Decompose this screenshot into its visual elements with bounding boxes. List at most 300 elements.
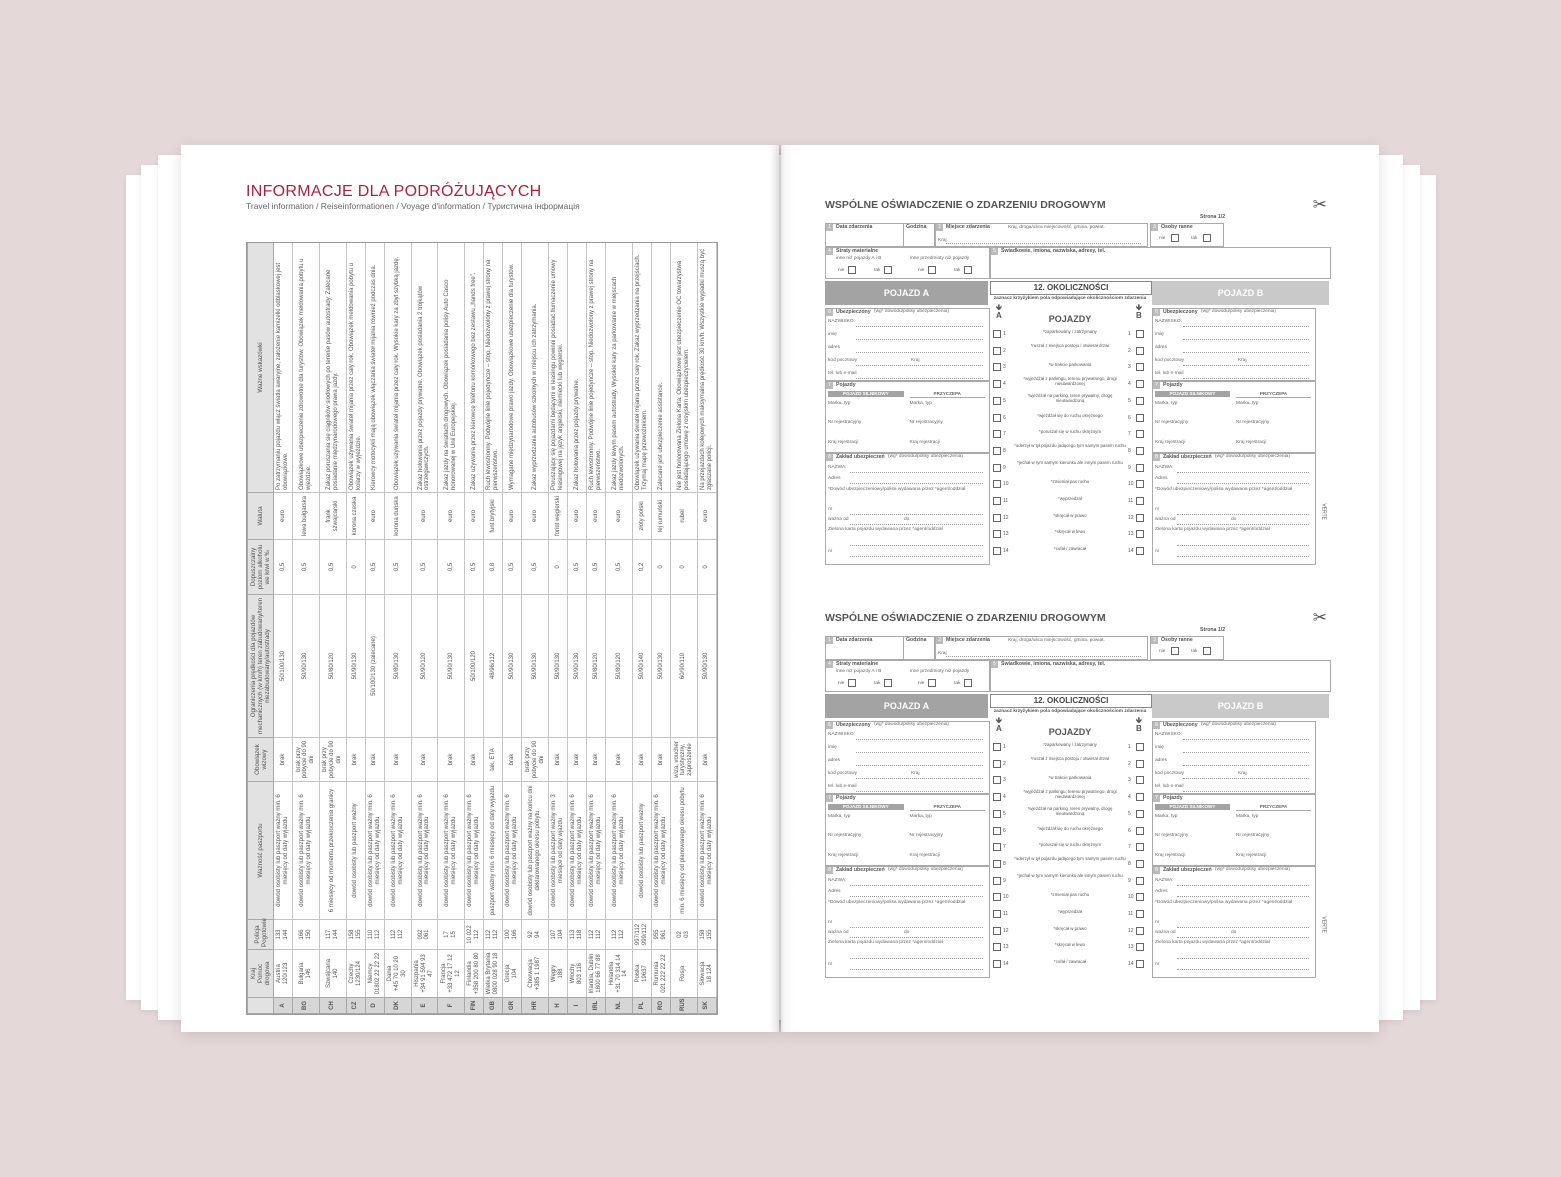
table-cell: 0 (670, 540, 697, 595)
field-number: 2 (936, 637, 943, 644)
circumstance-row (990, 427, 1150, 441)
table-cell: 50/90/130 (438, 595, 465, 738)
circumstance-number: 4 (1003, 794, 1006, 801)
table-cell: brak (274, 738, 293, 782)
field-number: 6 (1153, 722, 1160, 729)
damage-ab-yes-checkbox[interactable] (884, 679, 892, 687)
circumstance-b-checkbox[interactable] (1136, 810, 1144, 818)
table-cell: brak (411, 738, 438, 782)
damage-box (825, 247, 990, 279)
dotted-line (856, 378, 983, 379)
damage-ab-yes-checkbox[interactable] (884, 266, 892, 274)
insurer-label: Zakład ubezpieczeń (836, 867, 885, 873)
phone-label: tel. lub e-mail (1155, 371, 1184, 376)
table-cell: dowód osobisty lub paszport ważny min. 6 miesięcy od daty wyjazdu (651, 782, 670, 920)
table-cell: dowód osobisty lub paszport ważny min. 3 miesiące od daty wjazdu (549, 782, 568, 920)
circumstance-a-checkbox[interactable] (993, 330, 1001, 338)
table-row (606, 243, 633, 1014)
table-header: Policja Pogotowie (248, 920, 274, 950)
table-header (248, 998, 274, 1014)
country-label: Kraj (938, 238, 947, 243)
circumstance-number: 3 (1128, 777, 1131, 784)
circumstance-text: *wyjeżdżał z parkingu, terenu prywatnego, drogi nieutwardzonej (1023, 789, 1117, 799)
circumstance-row (990, 907, 1150, 921)
field-number: 7 (1153, 382, 1160, 389)
insurer-box-b (1152, 453, 1316, 565)
table-cell: euro (522, 493, 549, 540)
circumstance-a-checkbox[interactable] (993, 743, 1001, 751)
table-cell: 6 miesięcy od momentu przekroczenia granicy (319, 782, 346, 920)
circumstance-b-checkbox[interactable] (1136, 347, 1144, 355)
country-code: F (438, 998, 465, 1014)
yes-label: tak (874, 681, 881, 686)
circumstance-text: *cofał / zawracał (1054, 959, 1086, 965)
circumstance-b-checkbox[interactable] (1136, 497, 1144, 505)
circumstance-number: 11 (1003, 498, 1009, 504)
table-cell: 112 112 (587, 920, 606, 950)
postcode-label: kod pocztowy (1155, 771, 1185, 776)
table-cell: złoty polski (632, 493, 651, 540)
insurer-hint: (wg* dowodu/polisy ubezpieczenia) (888, 867, 963, 872)
table-cell: 50/90/130 (346, 595, 365, 738)
insurer-label: Zakład ubezpieczeń (1163, 867, 1212, 873)
circumstance-a-checkbox[interactable] (993, 347, 1001, 355)
table-cell: 50/90/130 (549, 595, 568, 738)
circumstance-b-checkbox[interactable] (1136, 480, 1144, 488)
dotted-line (1177, 896, 1309, 897)
column-a-label: A (996, 724, 1002, 733)
vehicle-b-header: POJAZD B (1152, 281, 1329, 305)
circumstance-a-checkbox[interactable] (993, 430, 1001, 438)
dotted-line (1177, 472, 1309, 473)
circumstance-b-checkbox[interactable] (1136, 447, 1144, 455)
circumstance-number: 1 (1003, 331, 1006, 337)
damage-ab-no-checkbox[interactable] (848, 266, 856, 274)
trailer-header: PRZYCZEPA (1236, 391, 1311, 398)
field-number: 4 (826, 248, 833, 255)
surname-label: NAZWISKO: (828, 732, 855, 737)
time-label: Godzina (906, 637, 927, 643)
circumstance-b-checkbox[interactable] (1136, 363, 1144, 371)
table-cell: Czechy 1230/124 (346, 950, 365, 998)
damage-ab-no-checkbox[interactable] (848, 679, 856, 687)
dotted-line (856, 739, 983, 740)
table-cell: euro (587, 493, 606, 540)
country-label: Kraj (911, 771, 920, 776)
table-cell: 0 (346, 540, 365, 595)
green-card-label: Zielona karta pojazdu wydawana przez *agent/oddział (828, 527, 943, 532)
postcode-label: kod pocztowy (1155, 358, 1185, 363)
table-cell: Na przejazdach kolejowych maksymalna prędkość 30 km/h. Wszystkie wypadki muszą być zgłaszane policji. (697, 243, 716, 493)
yes-label: tak (1191, 649, 1198, 654)
circumstance-number: 3 (1128, 364, 1131, 371)
location-hint: Kraj, droga/ulica miejscowość, gmina, powiat. (1008, 225, 1105, 230)
circumstance-a-checkbox[interactable] (993, 514, 1001, 522)
injured-no-checkbox[interactable] (1171, 647, 1179, 655)
circumstance-a-checkbox[interactable] (993, 414, 1001, 422)
first-name-label: imię (828, 745, 837, 750)
circumstance-b-checkbox[interactable] (1136, 743, 1144, 751)
table-cell: 50/100/130 (274, 595, 293, 738)
table-cell: euro (411, 493, 438, 540)
no-label: nie (838, 681, 845, 686)
dotted-line (1183, 739, 1309, 740)
circumstance-b-checkbox[interactable] (1136, 793, 1144, 801)
circumstance-b-checkbox[interactable] (1136, 860, 1144, 868)
policy-nr-label: nr (1155, 549, 1160, 554)
circumstance-number: 11 (1128, 498, 1134, 504)
dotted-line (856, 352, 983, 353)
reg-country-label: Kraj rejestracji (828, 440, 859, 445)
damage-obj-yes-checkbox[interactable] (964, 679, 972, 687)
table-cell: Słowacja 18 124 (697, 950, 716, 998)
table-cell: 112 112 (384, 920, 411, 950)
circumstance-a-checkbox[interactable] (993, 380, 1001, 388)
circumstance-number: 8 (1128, 860, 1131, 867)
table-cell: brak (346, 738, 365, 782)
dotted-line (850, 483, 983, 484)
circumstance-text: *skręcał w lewo (1054, 529, 1086, 535)
dotted-line (1183, 352, 1309, 353)
arrow-down-icon: 🡻 (1136, 303, 1142, 312)
table-cell: 0,5 (411, 540, 438, 595)
circumstance-text: *zmieniał pas ruchu (1050, 479, 1090, 485)
circumstance-text: *jechał w tym samym kierunku ale innym pasem ruchu (1017, 872, 1123, 878)
table-row (346, 243, 365, 1014)
table-cell: 158 155 (697, 920, 716, 950)
policyholder-box-a (825, 308, 990, 381)
table-row (670, 243, 697, 1014)
circumstance-number: 9 (1128, 464, 1131, 471)
right-page (781, 145, 1379, 1032)
motor-vehicle-header: POJAZD SILNIKOWY (1155, 804, 1230, 810)
circumstance-row (990, 511, 1150, 525)
table-cell: 110 112 (365, 920, 384, 950)
circumstance-number: 4 (1003, 381, 1006, 388)
vehicles-label: Pojazdy (1163, 382, 1183, 388)
policyholder-box-b (1152, 721, 1316, 794)
country-code: FIN (465, 998, 484, 1014)
motor-vehicle-header: POJAZD SILNIKOWY (828, 391, 904, 397)
table-row (568, 243, 587, 1014)
damage-obj-no-checkbox[interactable] (928, 679, 936, 687)
circumstance-row (990, 494, 1150, 508)
surname-label: NAZWISKO: (1155, 732, 1182, 737)
circumstance-b-checkbox[interactable] (1136, 414, 1144, 422)
table-header: Dopuszczalny poziom alkoholu we krwi w ‰ (248, 540, 274, 595)
table-cell: 112 112 (484, 920, 503, 950)
circumstance-row (990, 773, 1150, 787)
policy-issuer-label: *Dowód ubezpieczeniowy/polisa wydawana przez *agent/oddział (828, 487, 966, 492)
circumstance-a-checkbox[interactable] (993, 960, 1001, 968)
table-cell: 0 (697, 540, 716, 595)
page-number: Strona 1/2 (1200, 627, 1226, 633)
country-code: DK (384, 998, 411, 1014)
field-number: 1 (826, 224, 833, 231)
table-cell: 0 (651, 540, 670, 595)
dotted-line (1183, 378, 1309, 379)
circumstances-title: 12. OKOLICZNOŚCI (990, 694, 1152, 708)
circumstance-a-checkbox[interactable] (993, 397, 1001, 405)
table-cell: 17 15 (438, 920, 465, 950)
circumstance-a-checkbox[interactable] (993, 530, 1001, 538)
table-cell: Zakaz jazdy na światłach drogowych. Obowiązek posiadania polisy Auto Casco honorowanej w Unii Europejskiej. (438, 243, 465, 493)
circumstance-row (990, 544, 1150, 558)
table-cell: 100 166 (503, 920, 522, 950)
table-row (503, 243, 522, 1014)
policyholder-label: Ubezpieczony (1163, 722, 1198, 728)
table-cell: Zakaz holowania przez pojazdy prywatne. Obowiązek posiadania 2 trójkątów ostrzegawczych. (411, 243, 438, 493)
table-cell: 166 150 (293, 920, 320, 950)
dotted-line (1177, 937, 1309, 938)
circumstance-a-checkbox[interactable] (993, 893, 1001, 901)
address-label: adres (1155, 345, 1167, 350)
circumstance-text: *poruszał się w ruchu okrężnym (1039, 429, 1101, 435)
table-cell: lej rumuński (651, 493, 670, 540)
circumstance-number: 11 (1128, 911, 1134, 917)
circumstance-a-checkbox[interactable] (993, 810, 1001, 818)
circumstance-a-checkbox[interactable] (993, 877, 1001, 885)
circumstance-a-checkbox[interactable] (993, 760, 1001, 768)
circumstance-text: *jechał w tym samym kierunku ale innym pasem ruchu (1017, 459, 1123, 465)
circumstance-row (990, 890, 1150, 904)
country-code: SK (697, 998, 716, 1014)
table-cell: 0,5 (274, 540, 293, 595)
location-hint: Kraj, droga/ulica miejscowość, gmina, powiat. (1008, 638, 1105, 643)
table-cell: 92 94 (522, 920, 549, 950)
circumstance-text: *skręcał w prawo (1053, 512, 1087, 518)
circumstance-number: 12 (1128, 927, 1134, 934)
circumstance-b-checkbox[interactable] (1136, 514, 1144, 522)
policy-nr-label: nr (1155, 962, 1160, 967)
location-label: Miejsce zdarzenia (946, 224, 990, 230)
circumstance-a-checkbox[interactable] (993, 827, 1001, 835)
circumstance-number: 13 (1003, 531, 1009, 538)
country-code: GB (484, 998, 503, 1014)
circumstance-number: 8 (1003, 860, 1006, 867)
reg-label: Nr rejestracyjny (909, 420, 943, 425)
table-cell: 107 104 (549, 920, 568, 950)
circumstance-a-checkbox[interactable] (993, 363, 1001, 371)
reg-country-label: Kraj rejestracji (909, 440, 940, 445)
table-cell: brak przy pobycie do 90 dni (293, 738, 320, 782)
circumstance-row (990, 360, 1150, 374)
circumstance-number: 7 (1128, 431, 1131, 438)
table-cell: Polska 19637 (632, 950, 651, 998)
reg-country-label: Kraj rejestracji (1155, 853, 1186, 858)
table-cell: Obowiązek używania świateł mijania przez cały rok. Zakaz wyprzedzania na przejściach. Trzymaj mapę przewoźnikiem. (632, 243, 651, 493)
table-cell: 50/90/130 (651, 595, 670, 738)
circumstance-number: 12 (1003, 514, 1009, 521)
insurer-hint: (wg* dowodu/polisy ubezpieczenia) (888, 454, 963, 459)
policy-issuer-label: *Dowód ubezpieczeniowy/polisa wydawana przez *agent/oddział (1155, 900, 1293, 905)
circumstance-a-checkbox[interactable] (993, 860, 1001, 868)
table-cell: min. 6 miesięcy od planowanego okresu pobytu (670, 782, 697, 920)
circumstance-row (990, 527, 1150, 541)
circumstance-text: *w trakcie parkowania (1048, 775, 1092, 781)
circumstance-b-checkbox[interactable] (1136, 827, 1144, 835)
vehicles-box-b (1152, 794, 1316, 866)
yes-label: tak (954, 681, 961, 686)
circumstance-a-checkbox[interactable] (993, 464, 1001, 472)
table-cell: 0,2 (632, 540, 651, 595)
circumstance-a-checkbox[interactable] (993, 776, 1001, 784)
table-cell: 50/90/140 (632, 595, 651, 738)
table-cell: Zakaz poruszania się ciągników siodłowych po terenie pasów autostrady. Zalecane posiadanie międzynarodowego prawa jazdy. (319, 243, 346, 493)
injured-box (1150, 223, 1224, 247)
phone-label: tel. lub e-mail (828, 784, 857, 789)
page-subtitle: Travel information / Reiseinformationen / Voyage d'information / Туристична інформація (246, 201, 580, 211)
circumstance-text: *ruszał z miejsca postoju / otwierał drzwi (1030, 755, 1110, 761)
circumstance-number: 14 (1003, 548, 1009, 555)
column-b-label: B (1136, 311, 1142, 320)
dotted-line (856, 365, 983, 366)
circumstance-text: *wjeżdżał się do ruchu okrężnego (1037, 825, 1103, 831)
injured-yes-checkbox[interactable] (1203, 234, 1211, 242)
valid-to-label: do (1231, 517, 1237, 522)
circumstance-a-checkbox[interactable] (993, 927, 1001, 935)
dotted-line (850, 514, 983, 515)
damage-obj-yes-checkbox[interactable] (964, 266, 972, 274)
table-cell: tak, ETA (484, 738, 503, 782)
table-row (632, 243, 651, 1014)
witnesses-label: Świadkowie, imiona, nazwiska, adresy, tel. (1001, 661, 1106, 667)
vehicle-a-header: POJAZD A (825, 281, 988, 305)
circumstance-b-checkbox[interactable] (1136, 547, 1144, 555)
other-objects-label: inne przedmioty niż pojazdy (910, 669, 970, 674)
table-cell: 0,5 (522, 540, 549, 595)
valid-from-label: ważna od (828, 517, 849, 522)
table-cell: 092 061 (411, 920, 438, 950)
circumstance-a-checkbox[interactable] (993, 447, 1001, 455)
table-header: Ważne wskazówki (248, 243, 274, 493)
circumstance-b-checkbox[interactable] (1136, 760, 1144, 768)
postcode-label: kod pocztowy (828, 771, 858, 776)
circumstance-b-checkbox[interactable] (1136, 843, 1144, 851)
circumstance-a-checkbox[interactable] (993, 943, 1001, 951)
circumstance-b-checkbox[interactable] (1136, 397, 1144, 405)
circumstance-text: *wyprzedzał (1058, 496, 1082, 501)
field-number: 8 (1153, 867, 1160, 874)
circumstance-b-checkbox[interactable] (1136, 943, 1144, 951)
table-cell: Holandia +31 70 314 14 14 (606, 950, 633, 998)
circumstance-a-checkbox[interactable] (993, 497, 1001, 505)
table-cell: Hiszpania +34 91 594 93 47 (411, 950, 438, 998)
insurer-name-label: NAZWA: (828, 878, 847, 883)
table-cell: 50/80/120 (606, 595, 633, 738)
date-box (825, 223, 905, 247)
damage-obj-no-checkbox[interactable] (928, 266, 936, 274)
circumstance-number: 2 (1128, 347, 1131, 354)
table-cell: Wielka Brytania 0800 028 90 18 (484, 950, 503, 998)
yes-label: tak (874, 268, 881, 273)
injured-no-checkbox[interactable] (1171, 234, 1179, 242)
circumstance-row (990, 840, 1150, 854)
policyholder-hint: (wg* dowodu/polisy ubezpieczenia) (1201, 722, 1276, 727)
field-number: 7 (1153, 795, 1160, 802)
circumstance-b-checkbox[interactable] (1136, 877, 1144, 885)
table-row (465, 243, 484, 1014)
circumstance-a-checkbox[interactable] (993, 843, 1001, 851)
form-title: WSPÓLNE OŚWIADCZENIE O ZDARZENIU DROGOWYM (825, 199, 1106, 211)
circumstance-row (990, 461, 1150, 475)
circumstance-row (990, 477, 1150, 491)
injured-yes-checkbox[interactable] (1203, 647, 1211, 655)
table-cell: dowód osobisty lub paszport ważny (632, 782, 651, 920)
dotted-line (1177, 885, 1309, 886)
circumstance-a-checkbox[interactable] (993, 480, 1001, 488)
circumstance-b-checkbox[interactable] (1136, 910, 1144, 918)
dotted-line (1177, 969, 1309, 970)
table-cell: euro (606, 493, 633, 540)
dotted-line (1183, 365, 1309, 366)
circumstance-row (990, 740, 1150, 754)
circumstance-number: 12 (1003, 927, 1009, 934)
valid-from-label: ważna od (1155, 930, 1176, 935)
table-cell: Kierowcy motocykli mają obowiązek włączania świateł mijania również podczas dnia. (365, 243, 384, 493)
field-number: 6 (1153, 309, 1160, 316)
table-cell: dowód osobisty lub paszport ważny min. 6 miesięcy od daty wyjazdu (293, 782, 320, 920)
table-cell: 997/112 999/112 (632, 920, 651, 950)
table-row (319, 243, 346, 1014)
circumstance-b-checkbox[interactable] (1136, 464, 1144, 472)
reg-label: Nr rejestracyjny (1236, 833, 1270, 838)
table-cell: 133 144 (274, 920, 293, 950)
table-cell: Niemcy 01802 22 22 22 (365, 950, 384, 998)
circumstance-a-checkbox[interactable] (993, 910, 1001, 918)
dotted-line (1183, 339, 1309, 340)
circumstance-b-checkbox[interactable] (1136, 960, 1144, 968)
table-cell: 48/96/112 (484, 595, 503, 738)
first-name-label: imię (1155, 745, 1164, 750)
table-cell: 50/80/120 (319, 595, 346, 738)
motor-vehicle-header: POJAZD SILNIKOWY (1155, 391, 1230, 397)
circumstance-a-checkbox[interactable] (993, 793, 1001, 801)
circumstance-text: *cofał / zawracał (1054, 546, 1086, 552)
witnesses-box (990, 660, 1331, 692)
circumstance-number: 2 (1003, 347, 1006, 354)
circumstance-b-checkbox[interactable] (1136, 893, 1144, 901)
phone-label: tel. lub e-mail (1155, 784, 1184, 789)
dotted-line (1183, 752, 1309, 753)
circumstance-b-checkbox[interactable] (1136, 330, 1144, 338)
circumstance-row (990, 790, 1150, 804)
circumstances-instruction: zaznacz krzyżykiem pola odpowiadające okolicznościom zdarzenia (993, 709, 1147, 714)
table-cell: Włochy 803 116 (568, 950, 587, 998)
circumstance-a-checkbox[interactable] (993, 547, 1001, 555)
circumstance-b-checkbox[interactable] (1136, 530, 1144, 538)
table-row (697, 243, 716, 1014)
circumstance-row (990, 344, 1150, 358)
date-label: Data zdarzenia (836, 224, 873, 230)
circumstance-b-checkbox[interactable] (1136, 927, 1144, 935)
arrow-down-icon: 🡻 (1136, 716, 1142, 725)
policy-nr-label: nr (1155, 920, 1160, 925)
circumstance-b-checkbox[interactable] (1136, 430, 1144, 438)
field-number: 5 (991, 661, 998, 668)
arrow-down-icon: 🡻 (996, 716, 1002, 725)
policy-issuer-label: *Dowód ubezpieczeniowy/polisa wydawana przez *agent/oddział (828, 900, 966, 905)
circumstance-b-checkbox[interactable] (1136, 380, 1144, 388)
table-cell: Grecja 104 (503, 950, 522, 998)
circumstance-b-checkbox[interactable] (1136, 776, 1144, 784)
table-cell: Ruch lewostronny. Podwójne linie pojedyncze – stop. Niedozwolony z prawej strony na pierwszeństwo. (484, 243, 503, 493)
no-label: nie (1159, 236, 1166, 241)
scissors-icon: ✂ (1312, 195, 1327, 214)
table-cell: brak (568, 738, 587, 782)
witnesses-box (990, 247, 1331, 279)
table-cell: euro (568, 493, 587, 540)
